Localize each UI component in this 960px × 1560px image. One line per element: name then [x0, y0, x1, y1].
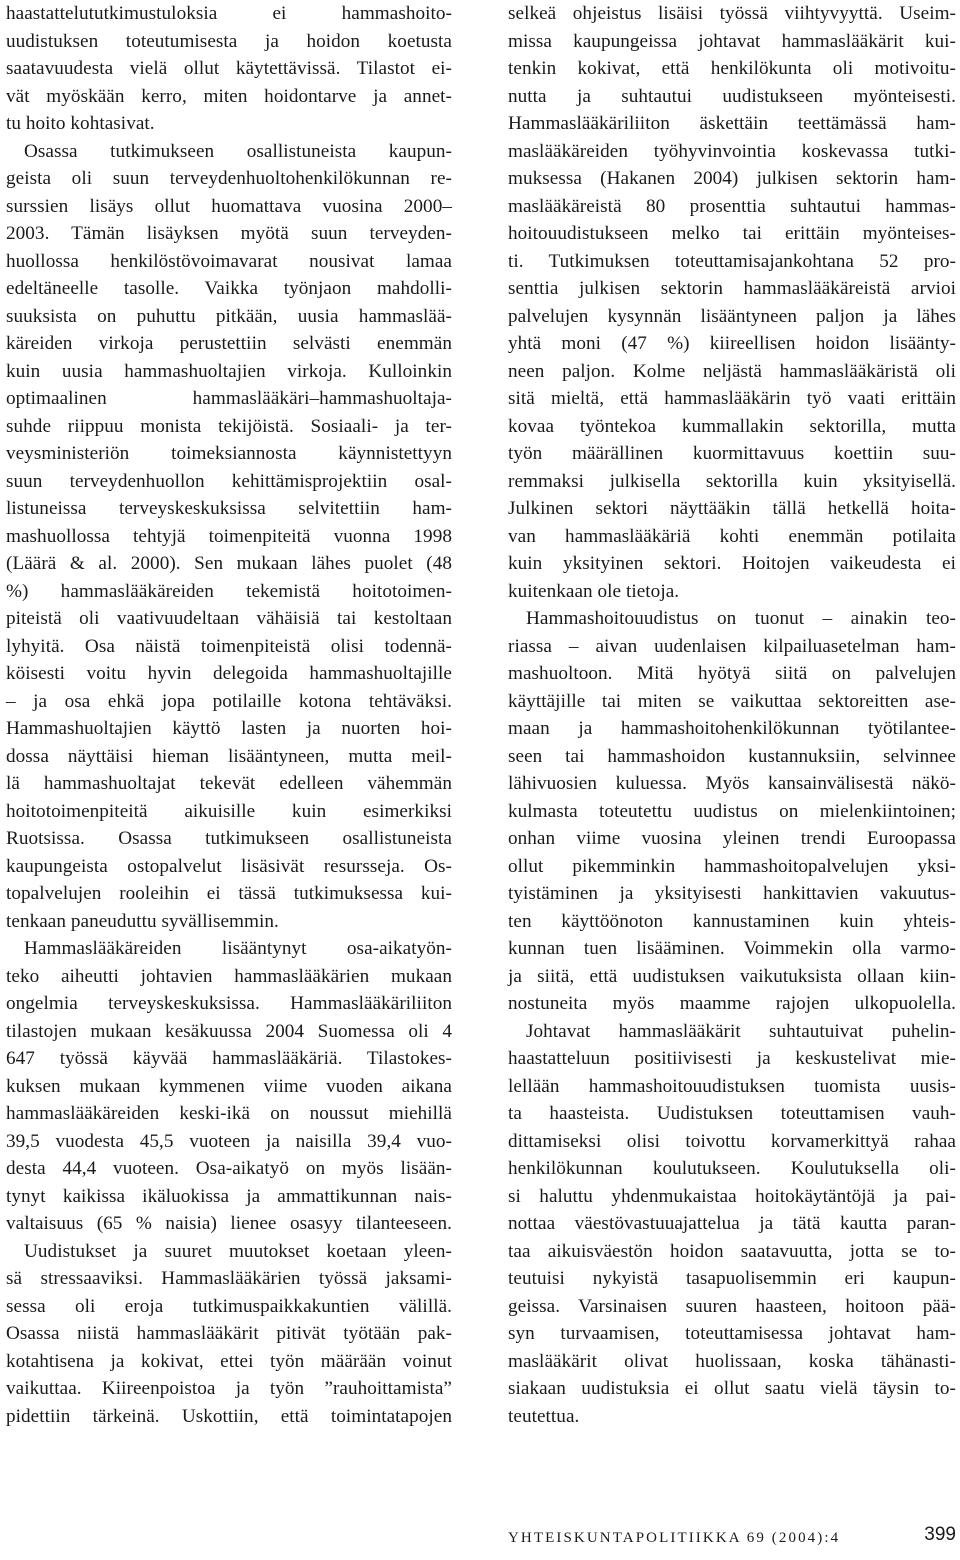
text-line: ti. Tutkimuksen toteuttamisajankohtana 52 pro- [508, 250, 956, 272]
text-line: työn määrällinen kuormittavuus koettiin suu- [508, 443, 956, 464]
text-line: haastatteluun positiivisesti ja keskustelivat mie- [508, 1048, 956, 1069]
text-line: lä hammashuoltajat tekevät edelleen vähemmän [6, 773, 452, 794]
text-line: Uudistukset ja suuret muutokset koetaan yleen- [24, 1240, 452, 1262]
text-line: käreiden virkoja perustettiin selvästi enemmän [6, 333, 452, 354]
text-line: tilastojen mukaan kesäkuussa 2004 Suomessa oli 4 [6, 1020, 452, 1042]
text-line: topalvelujen rooleihin ei tässä tutkimuksessa kui- [6, 883, 452, 904]
text-line: tu hoito kohtasivat. [6, 113, 155, 134]
text-line: henkilökunnan koulutukseen. Koulutuksella oli- [508, 1158, 956, 1179]
text-line: geista oli suun terveydenhuoltohenkilökunnan re- [6, 168, 452, 189]
text-line: lellään hammashoitouudistuksen tuomista uusis- [508, 1075, 956, 1097]
text-line: ta haasteista. Uudistuksen toteuttamisen vauh- [508, 1103, 956, 1124]
text-line: maslääkäreistä 80 prosenttia suhtautui hammas- [508, 195, 956, 217]
text-line: neen paljon. Kolme neljästä hammaslääkäristä oli [508, 360, 956, 382]
text-line: muksessa (Hakanen 2004) julkisen sektorin ham- [508, 168, 956, 189]
text-line: kunnan tuen lisääminen. Voimmekin olla varmo- [508, 938, 956, 959]
text-line: haastattelututkimustuloksia ei hammashoito- [6, 3, 452, 24]
journal-citation: YHTEISKUNTAPOLITIIKKA 69 (2004):4 [508, 1530, 841, 1546]
text-line: köisesti voitu hyvin delegoida hammashuoltajille [6, 663, 452, 684]
text-line: kaupungeista ostopalvelut lisäsivät resursseja. Os- [6, 855, 452, 877]
right-text-column [508, 0, 956, 1430]
text-line: sä stressaaviksi. Hammaslääkärien työssä jaksami- [6, 1268, 452, 1289]
text-line: teko aiheutti johtavien hammaslääkärien mukaan [6, 965, 452, 987]
text-line: van hammaslääkäriä kohti enemmän potilaita [508, 525, 956, 547]
text-line: veysministeriön toimeksiannosta käynnistettyyn [6, 443, 452, 464]
text-line: vät myöskään kerro, miten hoidontarve ja annet- [6, 85, 452, 107]
text-line: nostuneita myös maamme rajojen ulkopuolella. [508, 993, 956, 1014]
text-line: Hammaslääkäreiden lisääntynyt osa-aikatyön- [24, 938, 452, 959]
text-line: siakaan uudistuksia ei ollut saatu vielä täysin to- [508, 1378, 956, 1399]
text-line: nottaa väestövastuuajattelua ja tätä kautta paran- [508, 1213, 956, 1234]
text-line: nutta ja suhtautui uudistukseen myönteisesti. [508, 85, 956, 107]
text-line: suhde riippuu monista tekijöistä. Sosiaali- ja ter- [6, 415, 452, 437]
text-line: suun terveydenhuollon kehittämisprojektiin osal- [6, 470, 452, 492]
text-line: palvelujen kysynnän lisääntyneen paljon ja lähes [508, 305, 956, 327]
text-line: hammaslääkäreiden keski-ikä on noussut miehillä [6, 1103, 452, 1124]
text-line: 647 työssä käyvää hammaslääkäriä. Tilastokes- [6, 1048, 452, 1069]
text-line: mashuoltoon. Mitä hyötyä siitä on palvelujen [508, 663, 956, 684]
text-line: riassa – aivan uudenlaisen kilpailuasetelman ham- [508, 635, 956, 657]
text-line: teutuisi nykyistä tasapuolisemmin eri kaupun- [508, 1268, 956, 1289]
text-line: 39,5 vuodesta 45,5 vuoteen ja naisilla 39,4 vuo- [6, 1130, 452, 1152]
text-line: lähivuosien kuluessa. Myös kansainvälisestä näkö- [508, 773, 956, 794]
text-line: vaikuttaa. Kiireenpoistoa ja työn ”rauhoittamista” [6, 1378, 452, 1399]
text-line: selkeä ohjeistus lisäisi työssä viihtyvyyttä. Useim- [508, 3, 956, 24]
text-line: mashuollossa tehtyjä toimenpiteitä vuonna 1998 [6, 525, 452, 547]
text-line: piteistä oli vaativuudeltaan vähäisiä tai kestoltaan [6, 608, 452, 629]
text-line: kulmasta toteutettu uudistus on mielenkiintoinen; [508, 800, 956, 822]
text-line: hoitotoimenpiteitä aikuisille kuin esimerkiksi [6, 800, 452, 822]
text-line: kuksen mukaan kymmenen viime vuoden aikana [6, 1075, 452, 1097]
text-line: dittamiseksi olisi toivottu korvamerkittyä rahaa [508, 1130, 956, 1152]
text-line: maslääkäreiden työhyvinvointia koskevassa tutki- [508, 140, 956, 162]
text-line: ja siitä, että uudistuksen vaikutuksista ollaan kiin- [508, 965, 956, 987]
text-line: valtaisuus (65 % naisia) lienee osasyy tilanteeseen. [6, 1213, 452, 1234]
text-line: taa aikuisväestön hoidon saatavuutta, jotta se to- [508, 1240, 956, 1262]
text-line: Ruotsissa. Osassa tutkimukseen osallistuneista [6, 828, 452, 849]
text-line: saatavuudesta vielä ollut käytettävissä. Tilastot ei- [6, 58, 452, 79]
text-line: tenkin kokivat, että henkilökunta oli motivoitu- [508, 58, 956, 79]
text-line: käyttäjille tai miten se vaikuttaa sektoreitten ase- [508, 690, 956, 712]
text-line: ongelmia terveyskeskuksissa. Hammaslääkäriliiton [6, 993, 452, 1014]
text-line: (Läärä & al. 2000). Sen mukaan lähes puolet (48 [6, 553, 452, 574]
text-line: suuksista on puhuttu pitkään, uusia hammaslää- [6, 305, 452, 327]
text-line: ten käyttöönoton kannustaminen kuin yhteis- [508, 910, 956, 932]
text-line: seen tai hammashoidon kustannuksiin, selvinnee [508, 745, 956, 767]
text-line: Osassa niistä hammaslääkärit pitivät työtään pak- [6, 1323, 452, 1344]
left-text-column [6, 0, 452, 1430]
text-line: hoitouudistukseen melko tai erittäin myönteises- [508, 223, 956, 244]
text-line: si haluttu yhdenmukaistaa hoitokäytäntöjä ja pai- [508, 1185, 956, 1207]
text-line: ollut pikemminkin hammashoitopalvelujen yksi- [508, 855, 956, 877]
text-line: huollossa henkilöstövoimavarat nousivat lamaa [6, 250, 452, 272]
text-line: syn turvaamisen, toteuttamisessa johtavat ham- [508, 1323, 956, 1344]
text-line: 2003. Tämän lisäyksen myötä suun terveyden- [6, 223, 452, 244]
text-line: Osassa tutkimukseen osallistuneista kaupun- [24, 140, 452, 162]
text-line: maslääkärit olivat huolissaan, koska tähänasti- [508, 1350, 956, 1372]
text-line: onhan viime vuosina yleinen trendi Euroopassa [508, 828, 956, 849]
text-line: edeltäneelle tasolle. Vaikka työnjaon mahdolli- [6, 278, 452, 299]
text-line: listuneissa terveyskeskuksissa selvitettiin ham- [6, 498, 452, 519]
text-line: kuitenkaan ole tietoja. [508, 580, 680, 602]
text-line: Johtavat hammaslääkärit suhtautuivat puhelin- [526, 1020, 956, 1042]
text-line: kuin uusia hammashuoltajien virkoja. Kulloinkin [6, 360, 452, 382]
text-line: geissa. Varsinaisen suuren haasteen, hoitoon pää- [508, 1295, 956, 1317]
text-line: teutettua. [508, 1405, 580, 1427]
text-line: sessa oli eroja tutkimuspaikkakuntien välillä. [6, 1295, 452, 1317]
text-line: desta 44,4 vuoteen. Osa-aikatyö on myös lisään- [6, 1158, 452, 1179]
text-line: dossa näyttäisi hieman lisääntyneen, mutta meil- [6, 745, 452, 767]
text-line: Hammashoitouudistus on tuonut – ainakin teo- [526, 608, 956, 629]
text-line: tenkaan paneuduttu syvällisemmin. [6, 910, 279, 932]
text-line: – ja osa ehkä jopa potilaille kotona tehtäväksi. [6, 690, 452, 712]
text-line: sitä mieltä, että hammaslääkärin työ vaati erittäin [508, 388, 956, 409]
text-line: remmaksi julkisella sektorilla kuin yksityisellä. [508, 470, 956, 492]
text-line: %) hammaslääkäreiden tekemistä hoitotoimen- [6, 580, 452, 602]
text-line: pidettiin tärkeinä. Uskottiin, että toimintatapojen [6, 1405, 452, 1427]
text-line: missa kaupungeissa johtavat hammaslääkärit kui- [508, 30, 956, 52]
text-line: kuin yksityinen sektori. Hoitojen vaikeudesta ei [508, 553, 956, 574]
text-line: senttia julkisen sektorin hammaslääkäreistä arvioi [508, 278, 956, 299]
text-line: Hammaslääkäriliiton äskettäin teettämässä ham- [508, 113, 956, 134]
page-number: 399 [924, 1524, 956, 1545]
text-line: uudistuksen toteutumisesta ja hoidon koetusta [6, 30, 452, 52]
text-line: yhtä moni (47 %) kiireellisen hoidon lisäänty- [508, 333, 956, 354]
text-line: tyistäminen ja yksityisesti hankittavien vakuutus- [508, 883, 956, 904]
text-line: optimaalinen hammaslääkäri–hammashuoltaja- [6, 388, 452, 409]
text-line: lyhyitä. Osa näistä toimenpiteistä olisi todennä- [6, 635, 452, 657]
text-line: kovaa työntekoa kummallakin sektorilla, mutta [508, 415, 956, 437]
text-line: maan ja hammashoitohenkilökunnan työtilantee- [508, 718, 956, 739]
text-line: Hammashuoltajien käyttö lasten ja nuorten hoi- [6, 718, 452, 739]
text-line: Julkinen sektori näyttääkin tällä hetkellä hoita- [508, 498, 956, 519]
page-footer [508, 1524, 956, 1554]
text-line: tynyt kaikissa ikäluokissa ja ammattikunnan nais- [6, 1185, 452, 1207]
text-line: kotahtisena ja kokivat, ettei työn määrään voinut [6, 1350, 452, 1372]
text-line: surssien lisäys ollut huomattava vuosina 2000– [6, 195, 452, 217]
